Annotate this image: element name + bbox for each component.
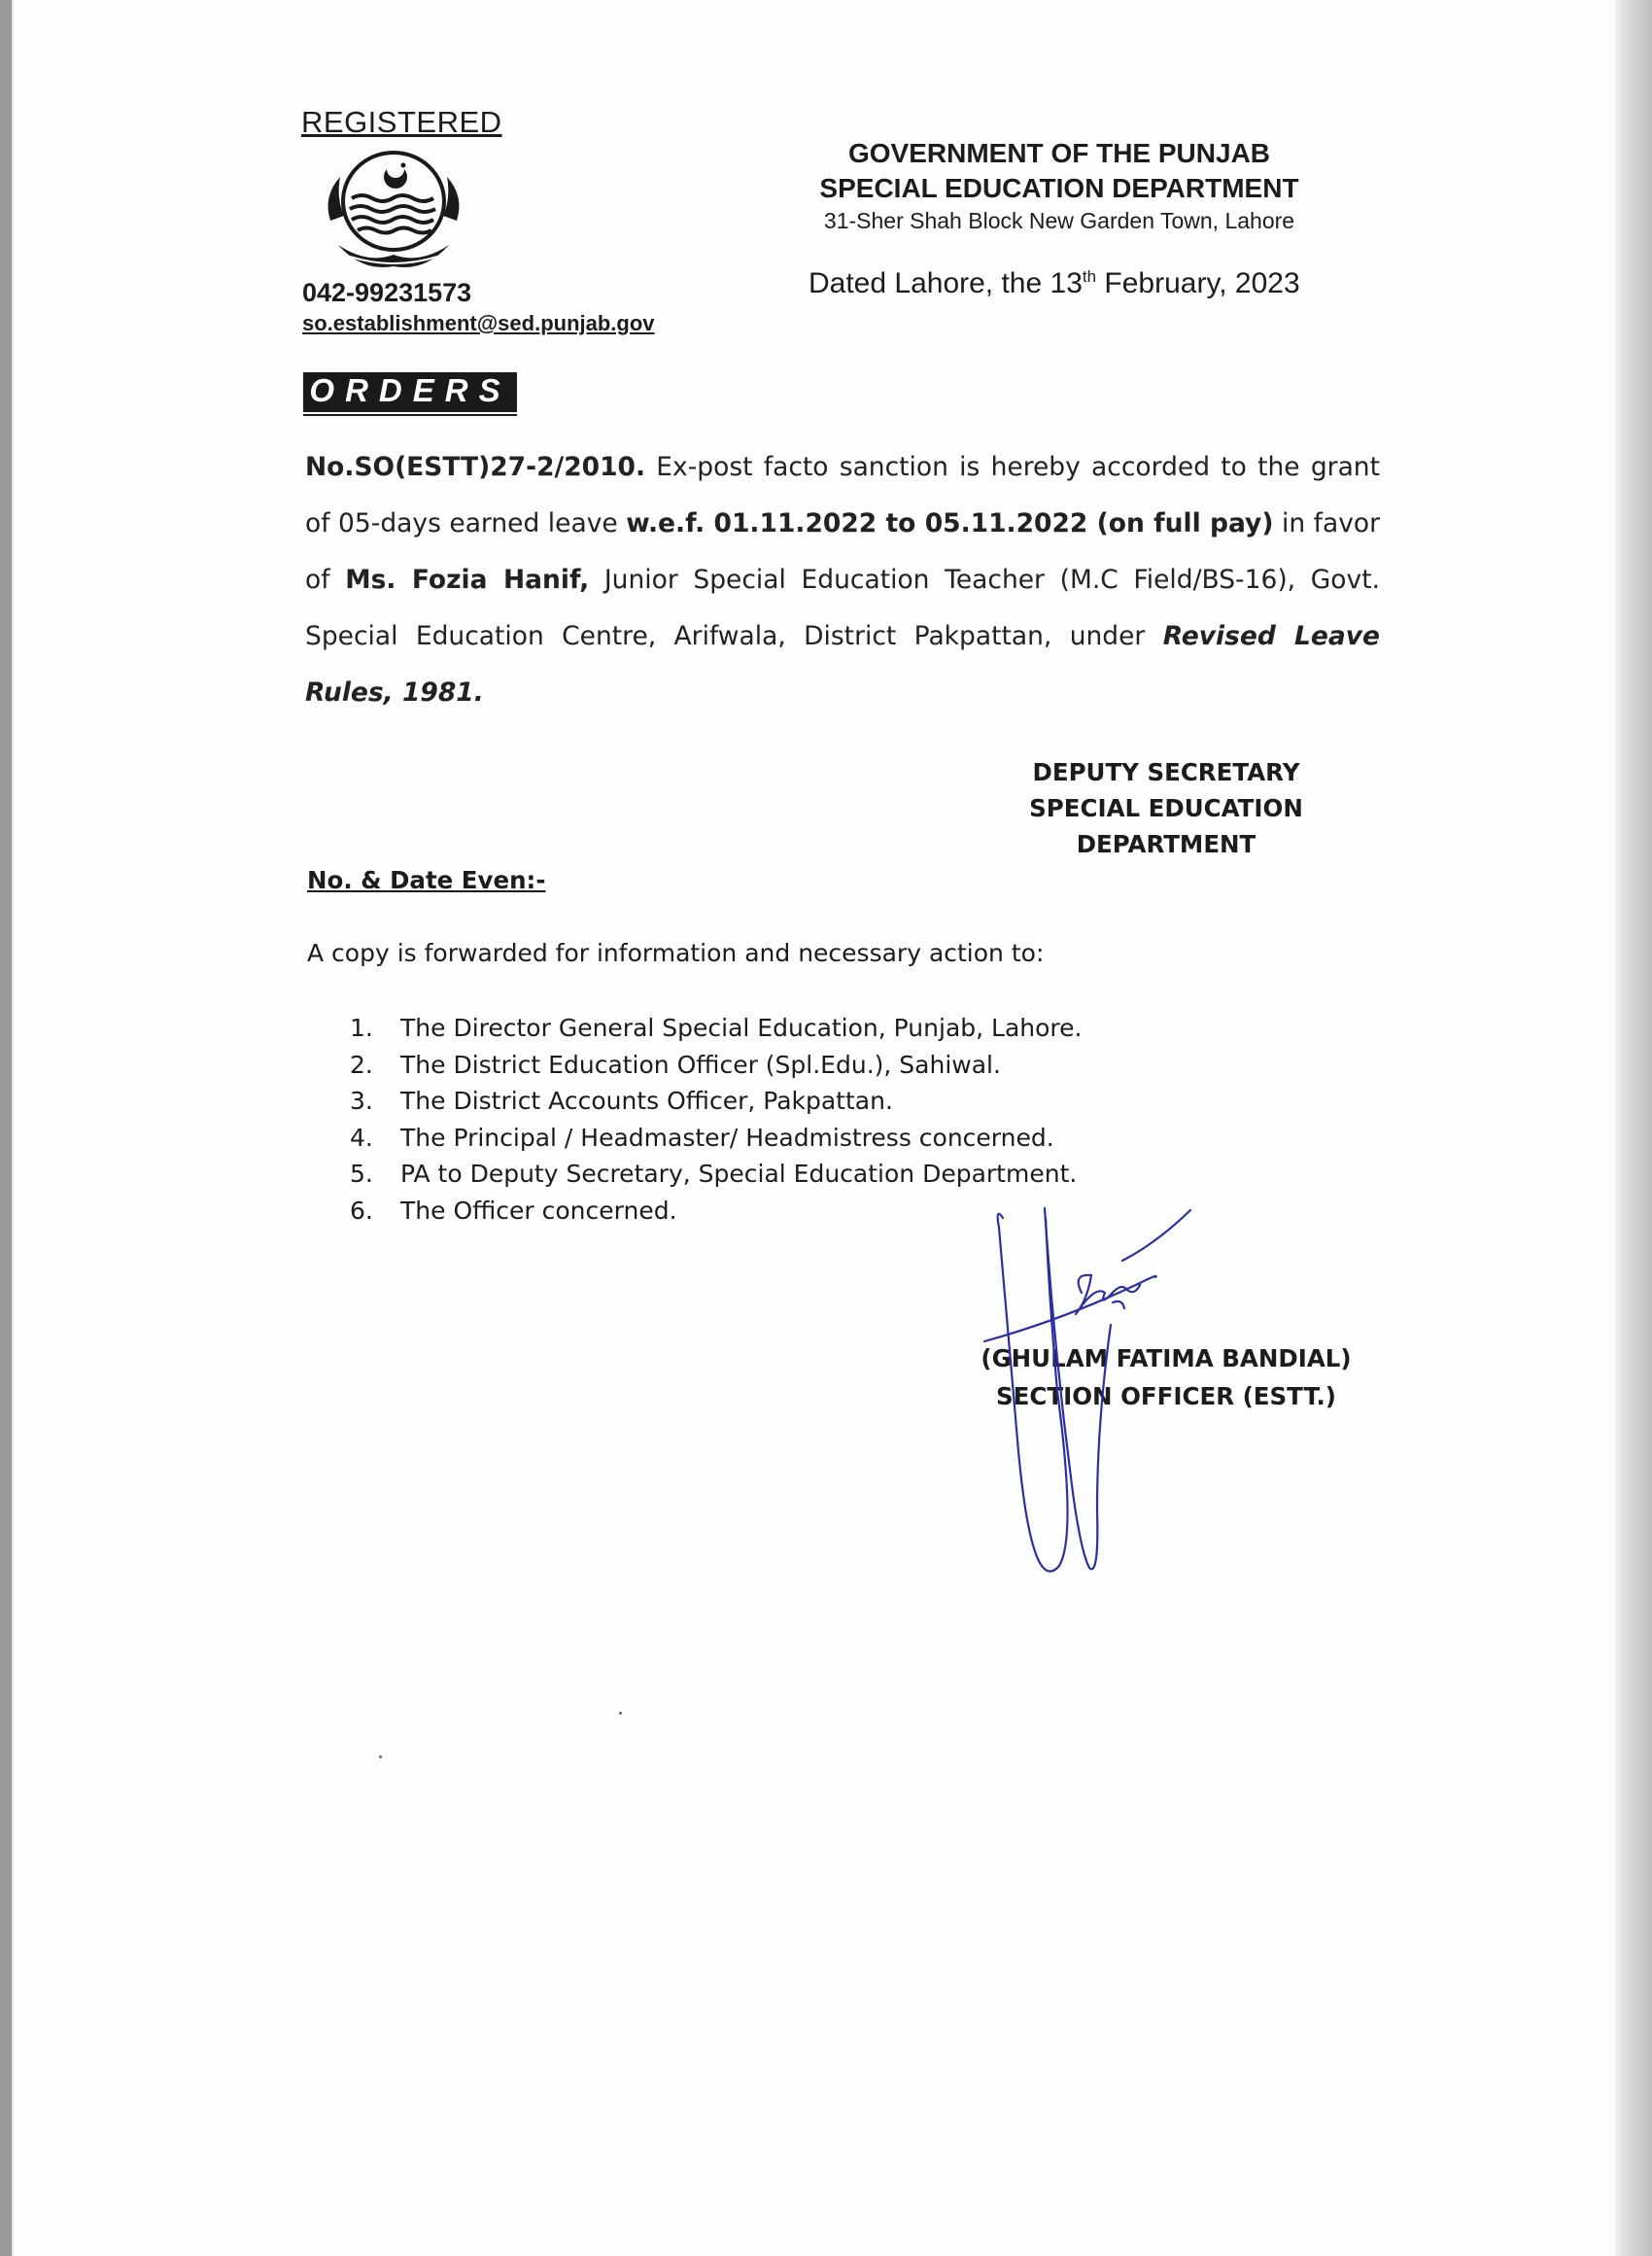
deputy-line2: SPECIAL EDUCATION <box>1029 794 1303 822</box>
signatory-name: (GHULAM FATIMA BANDIAL) <box>981 1344 1352 1372</box>
gov-address: 31-Sher Shah Block New Garden Town, Lahore <box>823 208 1295 233</box>
list-item: 4. The Principal / Headmaster/ Headmistress concerned. <box>350 1123 1054 1152</box>
list-item: 1. The Director General Special Education, Punjab, Lahore. <box>350 1014 1083 1042</box>
order-text-2: in favor of <box>305 508 1380 595</box>
deputy-line3: DEPARTMENT <box>1076 830 1256 858</box>
copy-intro: A copy is forwarded for information and necessary action to: <box>307 939 1045 967</box>
government-heading <box>777 136 1341 235</box>
employee-name: Ms. Fozia Hanif, <box>345 565 590 595</box>
leave-period: w.e.f. 01.11.2022 to 05.11.2022 (on full pay) <box>626 508 1274 538</box>
paper-speck <box>379 1755 382 1758</box>
email-address: so.establishment@sed.punjab.gov <box>302 311 655 335</box>
order-text-1: Ex-post facto sanction is hereby accorded to the grant of 05-days earned leave <box>305 452 1380 538</box>
deputy-line1: DEPUTY SECRETARY <box>1032 758 1300 786</box>
orders-heading: ORDERS <box>303 372 517 409</box>
paper-speck <box>619 1712 622 1715</box>
gov-title-line2: SPECIAL EDUCATION DEPARTMENT <box>819 173 1299 203</box>
gov-title-line1: GOVERNMENT OF THE PUNJAB <box>847 138 1271 168</box>
list-item: 6. The Officer concerned. <box>350 1196 677 1225</box>
no-date-even: No. & Date Even:- <box>307 866 546 894</box>
leave-rules: Revised Leave Rules, 1981. <box>305 621 1380 708</box>
handwritten-signature <box>967 1181 1288 1589</box>
punjab-emblem-icon <box>311 148 476 274</box>
dated-line <box>809 267 1300 300</box>
order-text-3: Junior Special Education Teacher (M.C Field/BS-16), Govt. Special Education Centre, Arifwala, District Pakpattan, under <box>305 565 1381 651</box>
dated-suffix: February, 2023 <box>1096 267 1300 299</box>
phone-number: 042-99231573 <box>302 278 472 307</box>
list-item: 2. The District Education Officer (Spl.Edu.), Sahiwal. <box>350 1050 1001 1079</box>
order-reference: No.SO(ESTT)27-2/2010. <box>305 452 646 482</box>
list-item: 5. PA to Deputy Secretary, Special Education Department. <box>350 1160 1078 1188</box>
dated-prefix: Dated Lahore, the 13 <box>809 267 1083 299</box>
registered-label: REGISTERED <box>301 105 502 139</box>
order-paragraph <box>305 439 1380 721</box>
dated-ordinal: th <box>1082 267 1097 286</box>
page-edge <box>1615 0 1652 2256</box>
signatory-designation: SECTION OFFICER (ESTT.) <box>996 1382 1336 1410</box>
list-item: 3. The District Accounts Officer, Pakpattan. <box>350 1087 893 1115</box>
deputy-secretary-block <box>981 754 1351 862</box>
